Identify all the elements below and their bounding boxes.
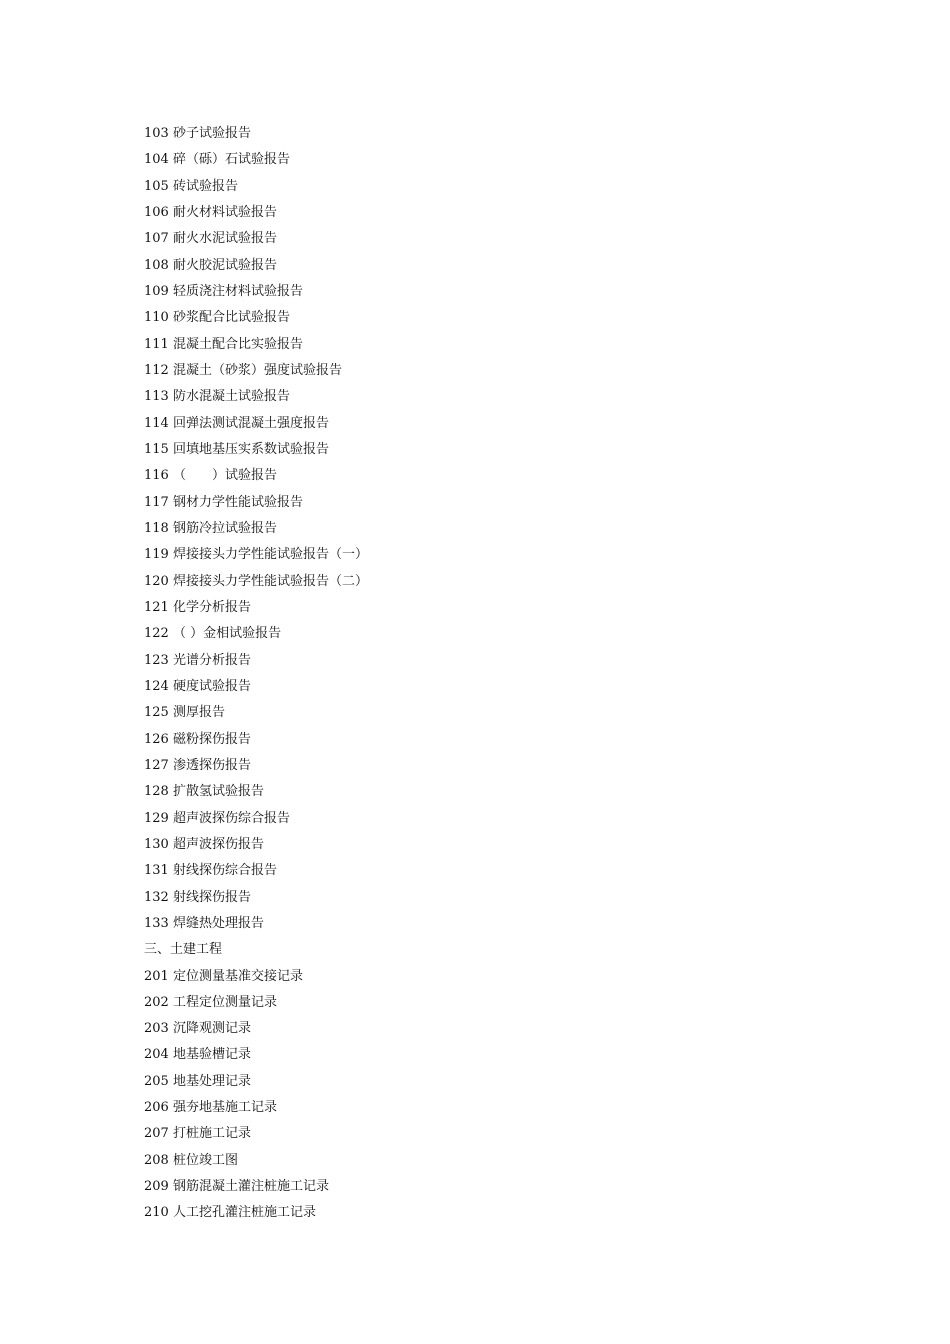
item-number: 126 bbox=[144, 731, 169, 747]
item-title: 桩位竣工图 bbox=[173, 1152, 239, 1168]
item-number: 117 bbox=[144, 494, 169, 510]
item-number: 103 bbox=[144, 126, 169, 141]
item-number: 120 bbox=[144, 573, 169, 589]
list-item bbox=[144, 121, 368, 147]
item-number: 111 bbox=[144, 336, 169, 352]
item-number: 129 bbox=[144, 810, 169, 826]
item-title: 钢筋冷拉试验报告 bbox=[173, 520, 278, 536]
item-title: 化学分析报告 bbox=[173, 599, 252, 615]
list-item bbox=[144, 727, 368, 753]
item-number: 208 bbox=[144, 1152, 169, 1168]
list-item bbox=[144, 806, 368, 832]
list-item bbox=[144, 174, 368, 200]
item-number: 204 bbox=[144, 1047, 169, 1063]
list-item bbox=[144, 490, 368, 516]
list-item bbox=[144, 1148, 368, 1174]
item-title: 沉降观测记录 bbox=[173, 1021, 252, 1037]
list-item bbox=[144, 621, 368, 647]
section-heading bbox=[144, 937, 368, 963]
item-number: 131 bbox=[144, 863, 169, 879]
list-item bbox=[144, 332, 368, 358]
item-title: 射线探伤综合报告 bbox=[173, 863, 278, 879]
document-list bbox=[144, 121, 368, 1227]
item-number: 203 bbox=[144, 1021, 169, 1037]
item-title: 混凝土（砂浆）强度试验报告 bbox=[173, 362, 343, 378]
item-title: （ ）金相试验报告 bbox=[173, 626, 282, 642]
list-item bbox=[144, 779, 368, 805]
item-title: 混凝土配合比实验报告 bbox=[173, 336, 304, 352]
item-number: 123 bbox=[144, 652, 169, 668]
item-number: 109 bbox=[144, 283, 169, 299]
list-item bbox=[144, 279, 368, 305]
list-item bbox=[144, 1174, 368, 1200]
item-title: 轻质浇注材料试验报告 bbox=[173, 283, 304, 299]
item-number: 125 bbox=[144, 705, 169, 721]
list-item bbox=[144, 858, 368, 884]
list-item bbox=[144, 384, 368, 410]
item-title: 钢材力学性能试验报告 bbox=[173, 494, 304, 510]
item-number: 122 bbox=[144, 626, 169, 642]
item-title: 定位测量基准交接记录 bbox=[173, 968, 304, 984]
item-title: 耐火材料试验报告 bbox=[173, 204, 278, 220]
item-number: 206 bbox=[144, 1100, 169, 1116]
list-item bbox=[144, 700, 368, 726]
item-title: 地基处理记录 bbox=[173, 1073, 252, 1089]
item-number: 114 bbox=[144, 415, 169, 431]
item-number: 210 bbox=[144, 1205, 169, 1221]
item-title: 砂浆配合比试验报告 bbox=[173, 310, 291, 326]
list-item bbox=[144, 1016, 368, 1042]
item-title: 射线探伤报告 bbox=[173, 889, 252, 905]
item-title: 砖试验报告 bbox=[173, 178, 239, 194]
item-title: 三、土建工程 bbox=[144, 942, 223, 958]
item-number: 106 bbox=[144, 204, 169, 220]
list-item bbox=[144, 411, 368, 437]
item-title: 渗透探伤报告 bbox=[173, 757, 252, 773]
item-title: 工程定位测量记录 bbox=[173, 994, 278, 1010]
item-title: 钢筋混凝土灌注桩施工记录 bbox=[173, 1179, 330, 1195]
list-item bbox=[144, 964, 368, 990]
item-title: 焊接接头力学性能试验报告（二） bbox=[173, 573, 369, 589]
list-item bbox=[144, 648, 368, 674]
item-title: 回填地基压实系数试验报告 bbox=[173, 441, 330, 457]
item-title: 光谱分析报告 bbox=[173, 652, 252, 668]
list-item bbox=[144, 595, 368, 621]
item-title: 超声波探伤综合报告 bbox=[173, 810, 291, 826]
list-item bbox=[144, 253, 368, 279]
item-number: 113 bbox=[144, 389, 169, 405]
list-item bbox=[144, 990, 368, 1016]
item-title: 测厚报告 bbox=[173, 705, 226, 721]
item-number: 124 bbox=[144, 678, 169, 694]
list-item bbox=[144, 885, 368, 911]
item-title: 超声波探伤报告 bbox=[173, 836, 265, 852]
list-item bbox=[144, 1200, 368, 1226]
item-title: 碎（砾）石试验报告 bbox=[173, 152, 291, 168]
item-title: 回弹法测试混凝土强度报告 bbox=[173, 415, 330, 431]
item-number: 205 bbox=[144, 1073, 169, 1089]
list-item bbox=[144, 569, 368, 595]
list-item bbox=[144, 1121, 368, 1147]
item-title: 耐火胶泥试验报告 bbox=[173, 257, 278, 273]
list-item bbox=[144, 1069, 368, 1095]
item-number: 116 bbox=[144, 468, 169, 484]
item-title: 耐火水泥试验报告 bbox=[173, 231, 278, 247]
item-number: 128 bbox=[144, 784, 169, 800]
item-title: （ ）试验报告 bbox=[173, 468, 278, 484]
list-item bbox=[144, 1095, 368, 1121]
item-title: 打桩施工记录 bbox=[173, 1126, 252, 1142]
item-title: 磁粉探伤报告 bbox=[173, 731, 252, 747]
item-number: 118 bbox=[144, 520, 169, 536]
item-title: 硬度试验报告 bbox=[173, 678, 252, 694]
item-title: 砂子试验报告 bbox=[173, 126, 252, 141]
list-item bbox=[144, 832, 368, 858]
item-number: 121 bbox=[144, 599, 169, 615]
item-number: 202 bbox=[144, 994, 169, 1010]
item-number: 130 bbox=[144, 836, 169, 852]
item-number: 207 bbox=[144, 1126, 169, 1142]
list-item bbox=[144, 147, 368, 173]
item-title: 焊接接头力学性能试验报告（一） bbox=[173, 547, 369, 563]
item-number: 110 bbox=[144, 310, 169, 326]
list-item bbox=[144, 358, 368, 384]
item-number: 127 bbox=[144, 757, 169, 773]
list-item bbox=[144, 437, 368, 463]
item-number: 209 bbox=[144, 1179, 169, 1195]
item-title: 强夯地基施工记录 bbox=[173, 1100, 278, 1116]
list-item bbox=[144, 542, 368, 568]
list-item bbox=[144, 674, 368, 700]
item-number: 108 bbox=[144, 257, 169, 273]
item-number: 107 bbox=[144, 231, 169, 247]
list-item bbox=[144, 1042, 368, 1068]
item-number: 104 bbox=[144, 152, 169, 168]
list-item bbox=[144, 911, 368, 937]
list-item bbox=[144, 516, 368, 542]
list-item bbox=[144, 200, 368, 226]
item-number: 105 bbox=[144, 178, 169, 194]
list-item bbox=[144, 753, 368, 779]
item-number: 201 bbox=[144, 968, 169, 984]
item-number: 132 bbox=[144, 889, 169, 905]
list-item bbox=[144, 463, 368, 489]
list-item bbox=[144, 226, 368, 252]
item-title: 防水混凝土试验报告 bbox=[173, 389, 291, 405]
list-item bbox=[144, 305, 368, 331]
item-number: 133 bbox=[144, 915, 169, 931]
item-title: 地基验槽记录 bbox=[173, 1047, 252, 1063]
item-number: 115 bbox=[144, 441, 169, 457]
item-number: 112 bbox=[144, 362, 169, 378]
item-title: 焊缝热处理报告 bbox=[173, 915, 265, 931]
item-number: 119 bbox=[144, 547, 169, 563]
item-title: 人工挖孔灌注桩施工记录 bbox=[173, 1205, 317, 1221]
item-title: 扩散氢试验报告 bbox=[173, 784, 265, 800]
